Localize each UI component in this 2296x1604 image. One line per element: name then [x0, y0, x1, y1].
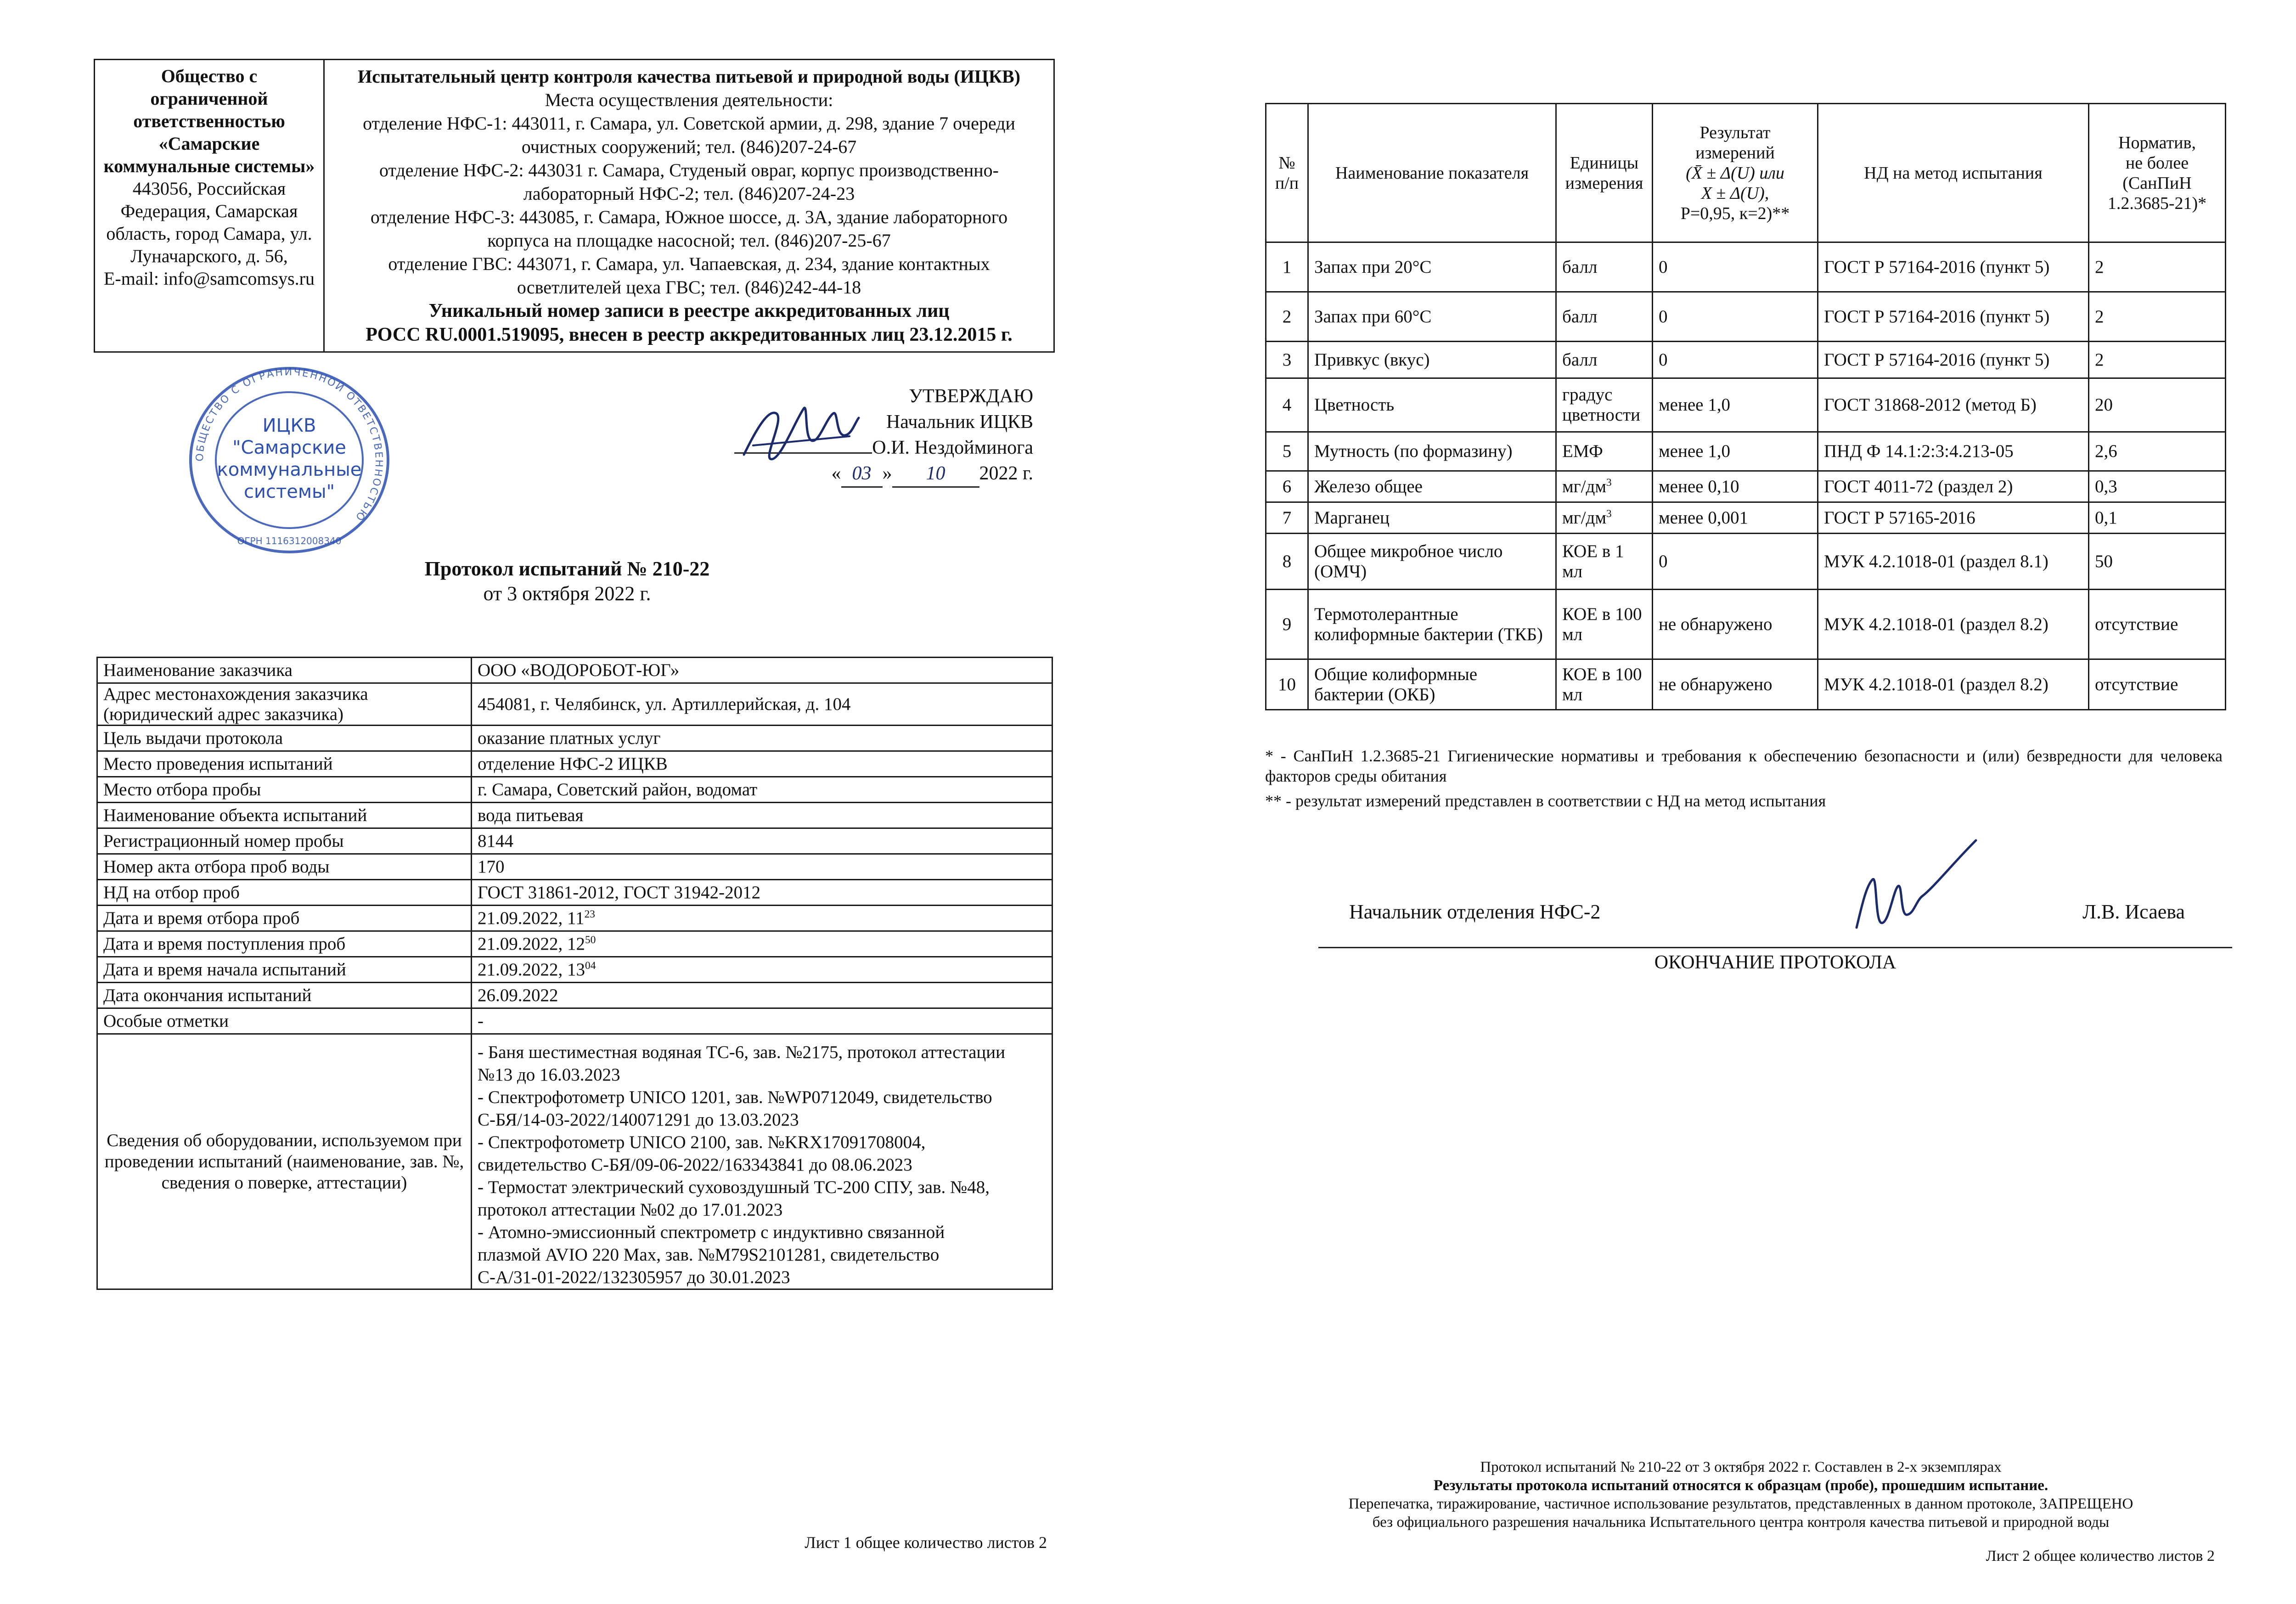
- info-label: Место проведения испытаний: [97, 751, 472, 777]
- result-row: [1266, 534, 2226, 590]
- result-num: [1266, 432, 1308, 471]
- result-method: [1818, 342, 2089, 378]
- result-indicator: [1308, 471, 1556, 502]
- info-value-text: 170: [478, 856, 505, 877]
- sample-info-table: [96, 657, 1053, 1290]
- info-value: [472, 726, 1052, 751]
- result-value-text: 0: [1659, 306, 1668, 326]
- org-address-line: Федерация, Самарская: [120, 201, 298, 221]
- result-row: [1266, 242, 2226, 292]
- info-row: [97, 726, 1052, 751]
- result-indicator-text: Марганец: [1314, 507, 1390, 528]
- result-indicator-text: Мутность (по формазину): [1314, 441, 1513, 461]
- approver-name: О.И. Нездойминога: [872, 437, 1033, 458]
- col-name-header: Наименование показателя: [1308, 104, 1556, 242]
- info-value: [472, 828, 1052, 854]
- result-norm: [2089, 534, 2226, 590]
- result-method: [1818, 590, 2089, 659]
- result-value: [1653, 292, 1818, 342]
- equipment-line: протокол аттестации №02 до 17.01.2023: [478, 1200, 783, 1220]
- result-norm: [2089, 432, 2226, 471]
- unit-exponent: 3: [1606, 507, 1612, 520]
- result-indicator: [1308, 659, 1556, 710]
- result-unit-text: градус цветности: [1562, 385, 1640, 425]
- result-num: [1266, 659, 1308, 710]
- info-value-text: ООО «ВОДОРОБОТ-ЮГ»: [478, 660, 680, 680]
- result-value: [1653, 471, 1818, 502]
- result-indicator: [1308, 534, 1556, 590]
- result-value-text: менее 0,10: [1659, 476, 1739, 496]
- result-norm: [2089, 378, 2226, 432]
- info-label: Дата и время отбора проб: [97, 906, 472, 931]
- result-indicator-text: Привкус (вкус): [1314, 349, 1430, 370]
- org-address-line: Луначарского, д. 56,: [130, 246, 288, 266]
- info-value-text: отделение НФС-2 ИЦКВ: [478, 754, 668, 774]
- result-unit: [1556, 292, 1653, 342]
- protocol-date: от 3 октября 2022 г.: [483, 582, 651, 605]
- info-value: [472, 906, 1052, 931]
- result-value: [1653, 534, 1818, 590]
- date-year: 2022 г.: [979, 463, 1033, 484]
- protocol-title-block: [321, 557, 813, 606]
- time-minutes: 50: [585, 934, 596, 946]
- equipment-line: свидетельство С-БЯ/09-06-2022/163343841 до 08.06.2023: [478, 1155, 912, 1175]
- result-indicator: [1308, 292, 1556, 342]
- info-row: [97, 957, 1052, 983]
- result-method: [1818, 534, 2089, 590]
- info-label: Особые отметки: [97, 1008, 472, 1034]
- result-num: [1266, 590, 1308, 659]
- info-row: [97, 1008, 1052, 1034]
- info-value: [472, 1008, 1052, 1034]
- result-method-text: ГОСТ Р 57164-2016 (пункт 5): [1824, 257, 2050, 277]
- result-method-text: ПНД Ф 14.1:2:3:4.213-05: [1824, 441, 2014, 461]
- result-method-text: ГОСТ Р 57165-2016: [1824, 507, 1975, 528]
- result-num: [1266, 292, 1308, 342]
- result-num: [1266, 534, 1308, 590]
- info-value-text: 21.09.2022, 11: [478, 908, 585, 928]
- org-name-line: коммунальные системы»: [103, 156, 315, 176]
- result-num-text: 10: [1278, 674, 1296, 694]
- info-label: Регистрационный номер пробы: [97, 828, 472, 854]
- gvs-address: осветлителей цеха ГВС; тел. (846)242-44-18: [517, 277, 861, 298]
- equipment-label: Сведения об оборудовании, используемом при проведении испытаний (наименование, зав. №, сведения о поверке, аттестации): [97, 1034, 472, 1289]
- result-method-text: ГОСТ Р 57164-2016 (пункт 5): [1824, 349, 2050, 370]
- result-num-text: 6: [1282, 476, 1292, 496]
- info-value-text: ГОСТ 31861-2012, ГОСТ 31942-2012: [478, 882, 761, 902]
- result-value-text: 0: [1659, 257, 1668, 277]
- results-header-row: [1266, 104, 2226, 242]
- result-value-text: не обнаружено: [1659, 614, 1773, 634]
- equipment-row: [97, 1034, 1052, 1289]
- result-num-text: 5: [1282, 441, 1292, 461]
- footnote-sanpin: * - СанПиН 1.2.3685-21 Гигиенические нормативы и требования к обеспечению безопасности и (или) безвредности для человека факторов среды обитания: [1265, 747, 2223, 785]
- info-value: [472, 957, 1052, 983]
- result-num: [1266, 378, 1308, 432]
- result-unit: [1556, 432, 1653, 471]
- result-unit-text: балл: [1562, 306, 1598, 326]
- result-method: [1818, 432, 2089, 471]
- result-unit-text: ЕМФ: [1562, 441, 1603, 461]
- result-value-text: менее 1,0: [1659, 395, 1730, 415]
- info-label: Дата и время начала испытаний: [97, 957, 472, 983]
- info-value-text: оказание платных услуг: [478, 728, 661, 748]
- signer-title: Начальник отделения НФС-2: [1349, 900, 1601, 923]
- result-indicator: [1308, 378, 1556, 432]
- results-table: [1265, 103, 2226, 710]
- result-norm-text: отсутствие: [2095, 614, 2178, 634]
- info-value-text: 26.09.2022: [478, 985, 558, 1005]
- result-value-text: менее 1,0: [1659, 441, 1730, 461]
- result-unit: [1556, 590, 1653, 659]
- info-row: [97, 983, 1052, 1008]
- result-unit-text: КОЕ в 1 мл: [1562, 541, 1624, 581]
- bottom-note-line: без официального разрешения начальника Испытательного центра контроля качества питьевой и природной воды: [1372, 1514, 2110, 1531]
- equipment-line: - Баня шестиместная водяная ТС-6, зав. №2175, протокол аттестации: [478, 1042, 1006, 1062]
- result-method-text: ГОСТ 4011-72 (раздел 2): [1824, 476, 2013, 496]
- test-center-title: Испытательный центр контроля качества питьевой и природной воды (ИЦКВ): [358, 66, 1020, 87]
- info-row: [97, 828, 1052, 854]
- result-norm-text: отсутствие: [2095, 674, 2178, 694]
- accreditation-line: Уникальный номер записи в реестре аккредитованных лиц: [428, 300, 950, 321]
- date-month: 10: [892, 461, 979, 488]
- result-unit: [1556, 242, 1653, 292]
- info-value-text: 21.09.2022, 13: [478, 959, 585, 979]
- result-norm-text: 2,6: [2095, 441, 2117, 461]
- result-row: [1266, 590, 2226, 659]
- equipment-line: - Атомно-эмиссионный спектрометр с индуктивно связанной: [478, 1222, 945, 1242]
- stamp-text: коммунальные: [217, 459, 362, 480]
- info-value-text: 21.09.2022, 12: [478, 934, 585, 954]
- result-norm: [2089, 502, 2226, 534]
- protocol-title: Протокол испытаний № 210-22: [424, 557, 710, 580]
- info-label: НД на отбор проб: [97, 880, 472, 906]
- col-result-header: Результат измерений (X̄ ± Δ(U) или X ± Δ(U), P=0,95, к=2)**: [1653, 104, 1818, 242]
- result-value-text: 0: [1659, 551, 1668, 571]
- equipment-line: - Спектрофотометр UNICO 1201, зав. №WP0712049, свидетельство: [478, 1087, 992, 1107]
- result-unit: [1556, 342, 1653, 378]
- info-value-text: -: [478, 1011, 484, 1031]
- result-value-text: менее 0,001: [1659, 507, 1748, 528]
- info-value: [472, 658, 1052, 683]
- result-norm: [2089, 292, 2226, 342]
- nfs1-address: очистных сооружений; тел. (846)207-24-67: [521, 136, 857, 157]
- org-name-line: ответственностью: [133, 111, 285, 131]
- info-row: [97, 906, 1052, 931]
- result-value: [1653, 378, 1818, 432]
- result-method: [1818, 378, 2089, 432]
- info-value-text: вода питьевая: [478, 805, 584, 825]
- result-indicator-text: Общее микробное число (ОМЧ): [1314, 541, 1503, 581]
- org-name-line: Общество с ограниченной: [150, 66, 268, 109]
- result-unit: [1556, 534, 1653, 590]
- approve-heading: УТВЕРЖДАЮ: [909, 386, 1033, 407]
- info-value: [472, 751, 1052, 777]
- info-value: [472, 854, 1052, 880]
- date-quote: «: [831, 463, 841, 484]
- result-unit: [1556, 502, 1653, 534]
- stamp-text: ИЦКВ: [262, 415, 316, 436]
- result-method: [1818, 659, 2089, 710]
- col-method-header: НД на метод испытания: [1818, 104, 2089, 242]
- nfs1-address: отделение НФС-1: 443011, г. Самара, ул. Советской армии, д. 298, здание 7 очереди: [363, 113, 1015, 134]
- result-num-text: 4: [1282, 395, 1292, 415]
- result-num-text: 2: [1282, 306, 1292, 326]
- result-indicator-text: Цветность: [1314, 395, 1395, 415]
- info-row: [97, 658, 1052, 683]
- org-address-line: 443056, Российская: [132, 178, 286, 199]
- info-value-text: г. Самара, Советский район, водомат: [478, 779, 758, 799]
- result-value: [1653, 242, 1818, 292]
- info-row: [97, 854, 1052, 880]
- bottom-note-line: Результаты протокола испытаний относятся к образцам (пробе), прошедшим испытание.: [1433, 1477, 2048, 1494]
- result-row: [1266, 342, 2226, 378]
- result-indicator-text: Запах при 20°С: [1314, 257, 1432, 277]
- info-row: [97, 683, 1052, 726]
- equipment-line: №13 до 16.03.2023: [478, 1065, 620, 1085]
- organization-stamp: [177, 363, 402, 556]
- result-indicator: [1308, 590, 1556, 659]
- result-norm-text: 2: [2095, 257, 2104, 277]
- result-norm-text: 0,1: [2095, 507, 2117, 528]
- nfs3-address: отделение НФС-3: 443085, г. Самара, Южное шоссе, д. 3А, здание лабораторного: [370, 207, 1008, 227]
- time-minutes: 23: [584, 908, 595, 920]
- stamp-ogrn: ОГРН 1116312008340: [237, 535, 342, 546]
- head-signature: [1829, 836, 1981, 941]
- result-unit-text: КОЕ в 100 мл: [1562, 664, 1642, 704]
- info-label: Наименование объекта испытаний: [97, 803, 472, 828]
- bottom-note-line: Протокол испытаний № 210-22 от 3 октября 2022 г. Составлен в 2-х экземплярах: [1480, 1459, 2002, 1475]
- approver-signature: [735, 381, 863, 473]
- org-email: E-mail: info@samcomsys.ru: [104, 268, 315, 289]
- places-label: Места осуществления деятельности:: [545, 90, 833, 110]
- result-row: [1266, 378, 2226, 432]
- result-num-text: 7: [1282, 507, 1292, 528]
- result-norm: [2089, 242, 2226, 292]
- result-method-text: МУК 4.2.1018-01 (раздел 8.2): [1824, 614, 2048, 634]
- result-num: [1266, 342, 1308, 378]
- org-name-line: «Самарские: [158, 133, 260, 154]
- equipment-list: [472, 1034, 1052, 1289]
- result-indicator-text: Термотолерантные колиформные бактерии (ТКБ): [1314, 604, 1543, 644]
- result-method-text: ГОСТ Р 57164-2016 (пункт 5): [1824, 306, 2050, 326]
- result-indicator-text: Железо общее: [1314, 476, 1423, 496]
- result-row: [1266, 502, 2226, 534]
- page-footer: Лист 2 общее количество листов 2: [1986, 1548, 2215, 1565]
- result-method: [1818, 242, 2089, 292]
- nfs2-address: лабораторный НФС-2; тел. (846)207-24-23: [523, 183, 855, 204]
- result-method: [1818, 502, 2089, 534]
- info-label: Наименование заказчика: [97, 658, 472, 683]
- equipment-line: С-А/31-01-2022/132305957 до 30.01.2023: [478, 1267, 790, 1287]
- info-value: [472, 931, 1052, 957]
- result-indicator: [1308, 342, 1556, 378]
- info-value: [472, 777, 1052, 803]
- info-label: Дата и время поступления проб: [97, 931, 472, 957]
- result-indicator-text: Общие колиформные бактерии (ОКБ): [1314, 664, 1477, 704]
- info-label: Адрес местонахождения заказчика (юридический адрес заказчика): [97, 683, 472, 726]
- result-norm: [2089, 471, 2226, 502]
- result-norm: [2089, 342, 2226, 378]
- equipment-line: С-БЯ/14-03-2022/140071291 до 13.03.2023: [478, 1110, 799, 1130]
- stamp-text: "Самарские: [232, 437, 346, 458]
- gvs-address: отделение ГВС: 443071, г. Самара, ул. Чапаевская, д. 234, здание контактных: [388, 253, 990, 274]
- info-value-text: 8144: [478, 831, 513, 851]
- result-unit: [1556, 659, 1653, 710]
- col-units-header: Единицы измерения: [1556, 104, 1653, 242]
- test-center-cell: [324, 60, 1054, 352]
- stamp-text: системы": [243, 481, 335, 502]
- info-label: Дата окончания испытаний: [97, 983, 472, 1008]
- result-indicator-text: Запах при 60°С: [1314, 306, 1432, 326]
- result-method: [1818, 292, 2089, 342]
- info-value: [472, 983, 1052, 1008]
- info-value: [472, 803, 1052, 828]
- unit-exponent: 3: [1606, 476, 1612, 489]
- date-day: 03: [841, 461, 883, 488]
- col-num-header: № п/п: [1266, 104, 1308, 242]
- result-num-text: 1: [1282, 257, 1292, 277]
- result-row: [1266, 292, 2226, 342]
- result-unit-text: балл: [1562, 257, 1598, 277]
- result-unit-text: КОЕ в 100 мл: [1562, 604, 1642, 644]
- result-method-text: МУК 4.2.1018-01 (раздел 8.1): [1824, 551, 2048, 571]
- page-footer: Лист 1 общее количество листов 2: [805, 1533, 1047, 1552]
- bottom-note-line: Перепечатка, тиражирование, частичное использование результатов, представленных в данном протоколе, ЗАПРЕЩЕНО: [1348, 1496, 2133, 1512]
- result-norm-text: 20: [2095, 395, 2113, 415]
- result-norm: [2089, 590, 2226, 659]
- date-quote: »: [882, 463, 892, 484]
- result-method-text: ГОСТ 31868-2012 (метод Б): [1824, 395, 2037, 415]
- bottom-notes: [1295, 1458, 2186, 1531]
- result-num-text: 8: [1282, 551, 1292, 571]
- result-row: [1266, 471, 2226, 502]
- result-norm-text: 0,3: [2095, 476, 2117, 496]
- result-indicator: [1308, 502, 1556, 534]
- nfs2-address: отделение НФС-2: 443031 г. Самара, Студеный овраг, корпус производственно-: [379, 160, 999, 180]
- equipment-line: - Термостат электрический суховоздушный ТС-200 СПУ, зав. №48,: [478, 1177, 990, 1197]
- info-row: [97, 777, 1052, 803]
- result-indicator: [1308, 432, 1556, 471]
- stamp-ring-text: ОБЩЕСТВО С ОГРАНИЧЕННОЙ ОТВЕТСТВЕННОСТЬЮ: [194, 366, 385, 524]
- result-value: [1653, 590, 1818, 659]
- info-value-text: 454081, г. Челябинск, ул. Артиллерийская, д. 104: [478, 694, 851, 714]
- page-2: [1172, 0, 2296, 1604]
- signer-name: Л.В. Исаева: [2082, 900, 2185, 923]
- result-value-text: не обнаружено: [1659, 674, 1773, 694]
- accreditation-line: РОСС RU.0001.519095, внесен в реестр аккредитованных лиц 23.12.2015 г.: [366, 324, 1013, 345]
- equipment-line: - Спектрофотометр UNICO 2100, зав. №KRX17091708004,: [478, 1132, 926, 1152]
- info-value: [472, 683, 1052, 726]
- equipment-line: плазмой AVIO 220 Max, зав. №M79S2101281, свидетельство: [478, 1245, 940, 1265]
- result-value-text: 0: [1659, 349, 1668, 370]
- result-num: [1266, 502, 1308, 534]
- result-row: [1266, 659, 2226, 710]
- result-value: [1653, 432, 1818, 471]
- result-norm-text: 2: [2095, 306, 2104, 326]
- result-unit: [1556, 471, 1653, 502]
- footnote-measurement: ** - результат измерений представлен в соответствии с НД на метод испытания: [1265, 792, 1826, 810]
- result-num-text: 3: [1282, 349, 1292, 370]
- info-label: Место отбора пробы: [97, 777, 472, 803]
- result-norm-text: 50: [2095, 551, 2113, 571]
- info-row: [97, 751, 1052, 777]
- time-minutes: 04: [585, 959, 596, 972]
- result-num-text: 9: [1282, 614, 1292, 634]
- organization-cell: [95, 60, 324, 352]
- result-value: [1653, 502, 1818, 534]
- info-row: [97, 880, 1052, 906]
- approver-position: Начальник ИЦКВ: [886, 411, 1033, 433]
- result-method-text: МУК 4.2.1018-01 (раздел 8.2): [1824, 674, 2048, 694]
- result-method: [1818, 471, 2089, 502]
- info-label: Номер акта отбора проб воды: [97, 854, 472, 880]
- nfs3-address: корпуса на площадке насосной; тел. (846)207-25-67: [487, 230, 891, 251]
- result-unit-text: мг/дм: [1562, 476, 1607, 496]
- result-norm-text: 2: [2095, 349, 2104, 370]
- org-address-line: область, город Самара, ул.: [106, 223, 312, 244]
- info-row: [97, 803, 1052, 828]
- signature-divider: [1318, 947, 2232, 948]
- result-unit: [1556, 378, 1653, 432]
- result-indicator: [1308, 242, 1556, 292]
- result-row: [1266, 432, 2226, 471]
- result-value: [1653, 659, 1818, 710]
- info-row: [97, 931, 1052, 957]
- result-value: [1653, 342, 1818, 378]
- info-value: [472, 880, 1052, 906]
- end-of-protocol: ОКОНЧАНИЕ ПРОТОКОЛА: [1654, 952, 1896, 973]
- result-num: [1266, 242, 1308, 292]
- result-num: [1266, 471, 1308, 502]
- signature-block: [1349, 900, 2185, 923]
- result-unit-text: мг/дм: [1562, 507, 1607, 528]
- result-unit-text: балл: [1562, 349, 1598, 370]
- col-norm-header: Норматив, не более (СанПиН 1.2.3685-21)*: [2089, 104, 2226, 242]
- header-table: [94, 59, 1055, 353]
- info-label: Цель выдачи протокола: [97, 726, 472, 751]
- result-norm: [2089, 659, 2226, 710]
